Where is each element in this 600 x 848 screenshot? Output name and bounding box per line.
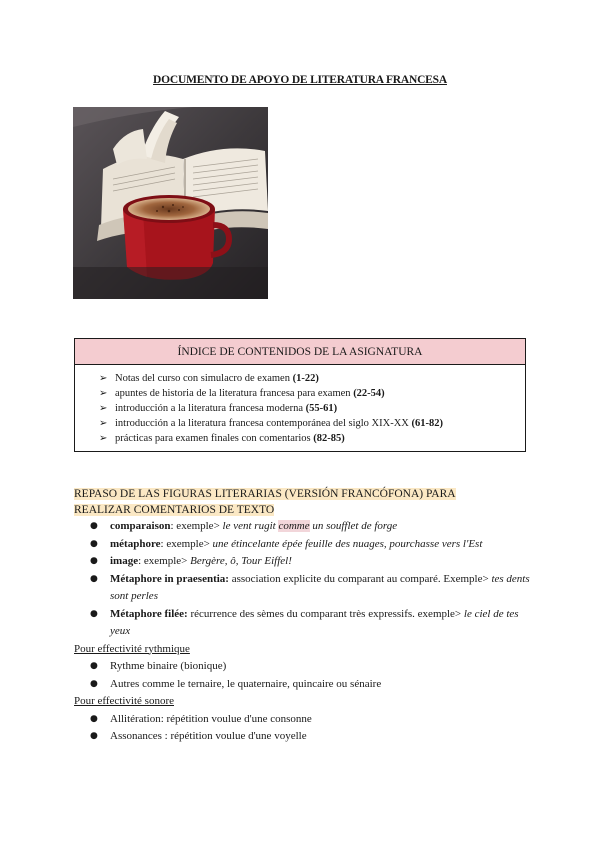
index-item <box>99 401 525 416</box>
sound-item: ● Allitération: répétition voulue d'une consonne <box>74 711 534 729</box>
document-title: DOCUMENTO DE APOYO DE LITERATURA FRANCESA <box>153 74 447 86</box>
index-item-text: introducción a la literatura francesa moderna <box>115 403 306 414</box>
arrowhead-bullet-icon: ➢ <box>99 418 108 429</box>
figures-content <box>74 518 534 746</box>
round-bullet-icon: ● <box>90 608 98 619</box>
round-bullet-icon: ● <box>90 678 98 689</box>
figure-item: ● comparaison: exemple> le vent rugit comme un soufflet de forge <box>74 518 534 536</box>
round-bullet-icon: ● <box>90 521 98 531</box>
arrowhead-bullet-icon: ➢ <box>99 388 108 399</box>
index-item-text: Notas del curso con simulacro de examen <box>115 373 293 384</box>
round-bullet-icon: ● <box>90 731 98 741</box>
figure-item: ● Métaphore in praesentia: association explicite du comparant au comparé. Exemple> tes dents sont perles <box>90 572 530 602</box>
rythm-item: ● Rythme binaire (bionique) <box>74 658 534 676</box>
sound-subheading: Pour effectivité sonore <box>74 695 174 707</box>
index-item <box>99 431 525 446</box>
index-item-pages: (55-61) <box>305 403 338 414</box>
index-item-text: introducción a la literatura francesa contemporánea del siglo XIX-XX <box>115 418 412 429</box>
sound-item: ● Assonances : répétition voulue d'une voyelle <box>74 728 534 746</box>
index-item <box>99 416 525 431</box>
round-bullet-icon: ● <box>90 556 98 566</box>
index-item-text: prácticas para examen finales con comentarios <box>115 433 314 444</box>
rythm-item: ● Autres comme le ternaire, le quaternaire, quincaire ou sénaire <box>74 676 534 694</box>
rythm-subheading: Pour effectivité rythmique <box>74 642 190 655</box>
figure-item: ● Métaphore filée: récurrence des sèmes du comparant très expressifs. exemple> le ciel de tes yeux <box>90 607 519 637</box>
index-item-pages: (1-22) <box>292 373 319 384</box>
index-item <box>99 386 525 401</box>
arrowhead-bullet-icon: ➢ <box>99 373 108 384</box>
round-bullet-icon: ● <box>90 661 98 671</box>
figure-item: ● image: exemple> Bergère, ô, Tour Eiffel! <box>74 553 534 571</box>
round-bullet-icon: ● <box>90 573 98 584</box>
index-box <box>74 338 526 452</box>
figure-item: ● métaphore: exemple> une étincelante épée feuille des nuages, pourchasse vers l'Est <box>74 536 534 554</box>
index-item-pages: (22-54) <box>353 388 385 399</box>
index-item-pages: (82-85) <box>313 433 345 444</box>
arrowhead-bullet-icon: ➢ <box>99 403 108 414</box>
index-item-text: apuntes de historia de la literatura francesa para examen <box>115 388 354 399</box>
index-item <box>99 371 525 386</box>
section-heading: REPASO DE LAS FIGURAS LITERARIAS (VERSIÓN FRANCÓFONA) PARA REALIZAR COMENTARIOS DE TEXTO <box>74 488 456 516</box>
index-heading: ÍNDICE DE CONTENIDOS DE LA ASIGNATURA <box>75 339 525 365</box>
arrowhead-bullet-icon: ➢ <box>99 433 108 444</box>
index-item-pages: (61-82) <box>411 418 444 429</box>
index-list <box>75 365 525 446</box>
round-bullet-icon: ● <box>90 538 98 549</box>
round-bullet-icon: ● <box>90 713 98 724</box>
book-coffee-photo <box>73 107 268 299</box>
